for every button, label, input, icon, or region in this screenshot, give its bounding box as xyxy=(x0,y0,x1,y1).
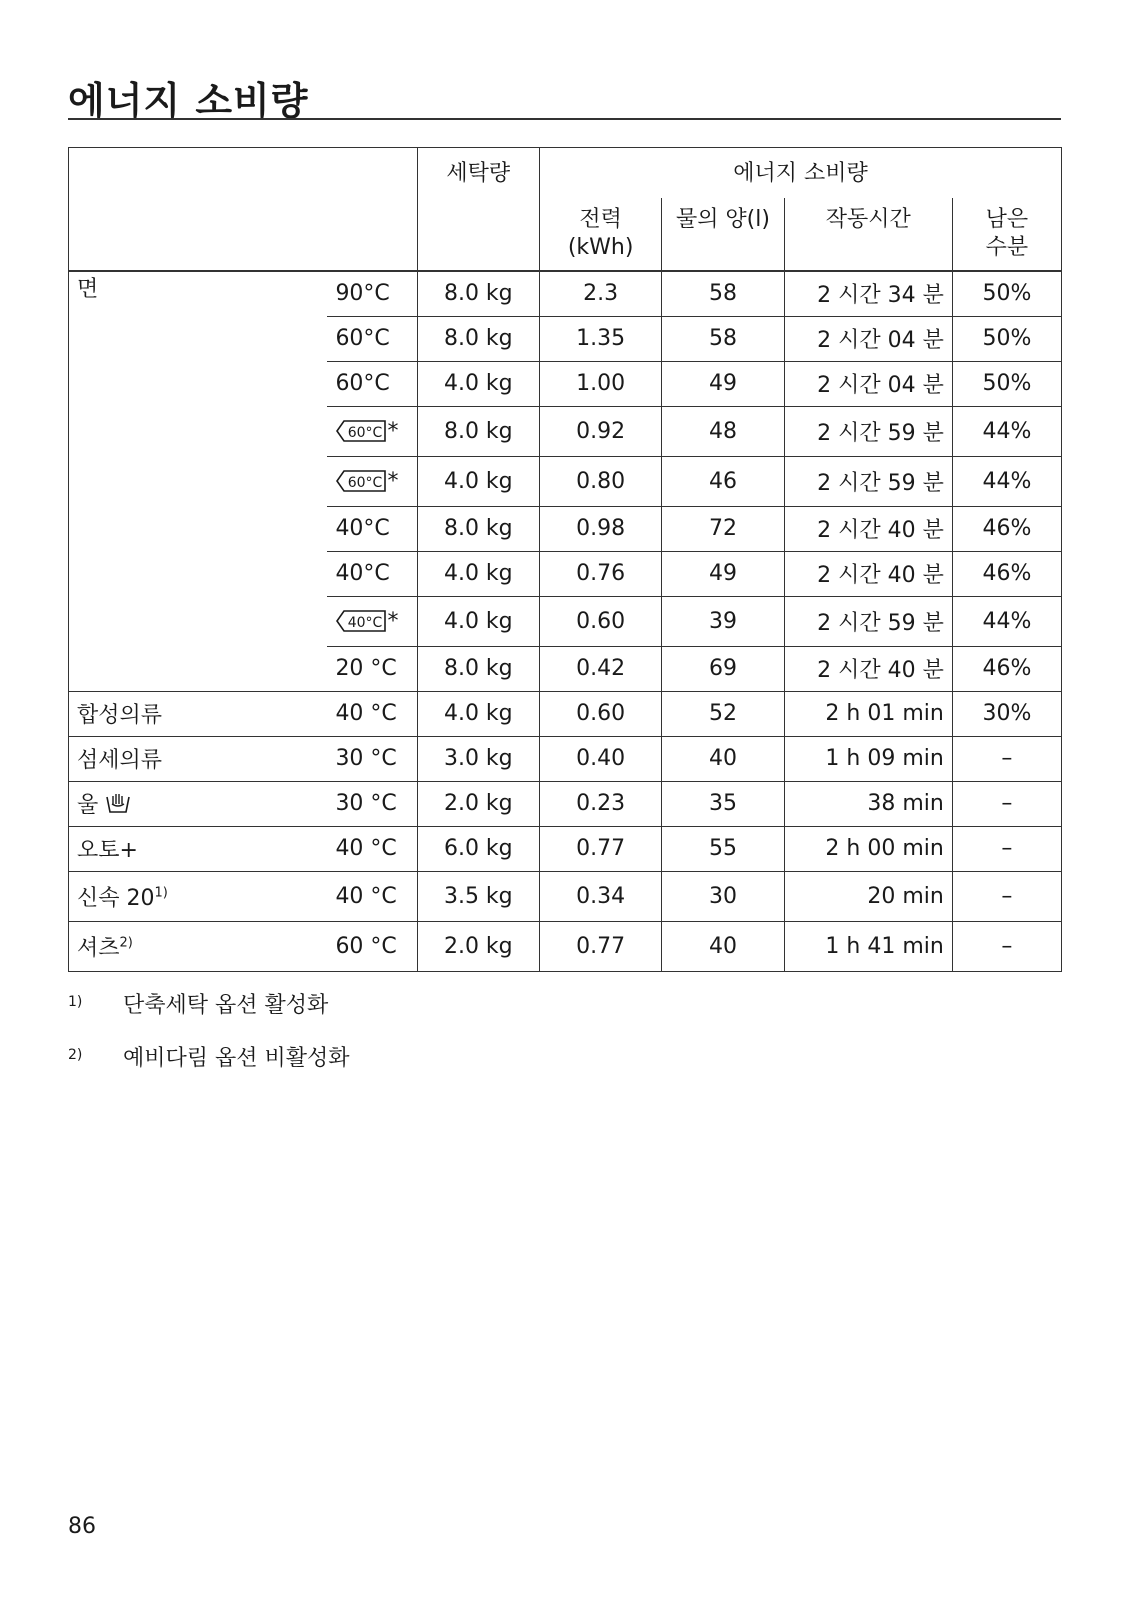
table-body xyxy=(69,271,1062,971)
energy-cell: 0.60 xyxy=(539,596,661,646)
temperature-cell: 60°C xyxy=(327,316,417,361)
svg-text:40°C: 40°C xyxy=(348,615,383,632)
duration-cell: 38 min xyxy=(784,781,952,826)
header-moisture xyxy=(952,198,1061,271)
temperature-cell: 30 °C xyxy=(327,736,417,781)
footnote-2 xyxy=(68,1041,350,1072)
load-cell: 4.0 kg xyxy=(417,691,539,736)
eco-temperature-icon xyxy=(335,419,387,443)
energy-cell: 0.60 xyxy=(539,691,661,736)
program-name xyxy=(69,921,328,971)
temperature-cell: 40 °C xyxy=(327,691,417,736)
water-cell: 49 xyxy=(662,361,784,406)
header-moisture-line1: 남은 xyxy=(985,207,1029,232)
water-cell: 39 xyxy=(662,596,784,646)
energy-cell: 0.77 xyxy=(539,921,661,971)
water-cell: 48 xyxy=(662,406,784,456)
eco-marker: * xyxy=(387,608,399,634)
duration-cell: 2 시간 40 분 xyxy=(784,551,952,596)
footnote-mark: 1) xyxy=(68,994,83,1010)
header-power-unit: (kWh) xyxy=(567,235,634,260)
moisture-cell: – xyxy=(952,781,1061,826)
water-cell: 52 xyxy=(662,691,784,736)
water-cell: 58 xyxy=(662,316,784,361)
energy-cell: 0.92 xyxy=(539,406,661,456)
header-power-label: 전력 xyxy=(579,207,622,232)
water-cell: 58 xyxy=(662,271,784,316)
load-cell: 8.0 kg xyxy=(417,316,539,361)
temperature-cell xyxy=(327,406,417,456)
water-cell: 40 xyxy=(662,921,784,971)
eco-temperature-icon xyxy=(335,609,387,633)
program-label: 셔츠 xyxy=(77,935,120,961)
program-name xyxy=(69,691,328,736)
temperature-cell xyxy=(327,456,417,506)
table-row xyxy=(69,736,1062,781)
svg-text:60°C: 60°C xyxy=(348,425,383,442)
temperature-cell xyxy=(327,596,417,646)
page-number: 86 xyxy=(68,1514,96,1539)
energy-cell: 1.35 xyxy=(539,316,661,361)
temperature-cell: 40 °C xyxy=(327,826,417,871)
duration-cell: 2 시간 40 분 xyxy=(784,506,952,551)
eco-marker: * xyxy=(387,468,399,494)
moisture-cell: 46% xyxy=(952,506,1061,551)
eco-marker: * xyxy=(387,418,399,444)
load-cell: 4.0 kg xyxy=(417,361,539,406)
moisture-cell: 50% xyxy=(952,316,1061,361)
load-cell: 8.0 kg xyxy=(417,646,539,691)
energy-cell: 1.00 xyxy=(539,361,661,406)
header-program-cell xyxy=(69,148,418,272)
duration-cell: 1 h 41 min xyxy=(784,921,952,971)
program-name xyxy=(69,826,328,871)
energy-cell: 0.42 xyxy=(539,646,661,691)
water-cell: 49 xyxy=(662,551,784,596)
table-row xyxy=(69,921,1062,971)
program-label: 섬세의류 xyxy=(77,748,163,773)
load-cell: 4.0 kg xyxy=(417,551,539,596)
table-row xyxy=(69,871,1062,921)
moisture-cell: 44% xyxy=(952,456,1061,506)
energy-cell: 0.77 xyxy=(539,826,661,871)
water-cell: 30 xyxy=(662,871,784,921)
water-cell: 69 xyxy=(662,646,784,691)
temperature-cell: 40°C xyxy=(327,506,417,551)
svg-text:60°C: 60°C xyxy=(348,475,383,492)
duration-cell: 2 시간 59 분 xyxy=(784,596,952,646)
water-cell: 72 xyxy=(662,506,784,551)
footnote-ref: 1) xyxy=(154,885,168,901)
moisture-cell: 44% xyxy=(952,596,1061,646)
water-cell: 40 xyxy=(662,736,784,781)
temperature-cell: 40°C xyxy=(327,551,417,596)
footnote-1 xyxy=(68,988,328,1019)
header-power xyxy=(539,198,661,271)
footnote-mark: 2) xyxy=(68,1047,83,1063)
temperature-cell: 60°C xyxy=(327,361,417,406)
moisture-cell: 46% xyxy=(952,551,1061,596)
duration-cell: 2 h 00 min xyxy=(784,826,952,871)
load-cell: 2.0 kg xyxy=(417,921,539,971)
moisture-cell: – xyxy=(952,871,1061,921)
energy-cell: 0.76 xyxy=(539,551,661,596)
duration-cell: 2 시간 34 분 xyxy=(784,271,952,316)
footnote-text: 단축세탁 옵션 활성화 xyxy=(123,993,329,1018)
program-name xyxy=(69,871,328,921)
moisture-cell: 50% xyxy=(952,361,1061,406)
header-energy-group: 에너지 소비량 xyxy=(539,148,1061,199)
load-cell: 2.0 kg xyxy=(417,781,539,826)
duration-cell: 2 시간 59 분 xyxy=(784,456,952,506)
table-row xyxy=(69,271,1062,316)
load-cell: 3.0 kg xyxy=(417,736,539,781)
energy-cell: 2.3 xyxy=(539,271,661,316)
load-cell: 8.0 kg xyxy=(417,271,539,316)
duration-cell: 2 시간 59 분 xyxy=(784,406,952,456)
program-label: 울 xyxy=(77,793,99,818)
load-cell: 6.0 kg xyxy=(417,826,539,871)
table-row xyxy=(69,691,1062,736)
program-name xyxy=(69,781,328,826)
program-cotton: 면 xyxy=(69,271,328,691)
duration-cell: 2 시간 04 분 xyxy=(784,316,952,361)
program-label: 합성의류 xyxy=(77,703,163,728)
duration-cell: 1 h 09 min xyxy=(784,736,952,781)
footnote-text: 예비다림 옵션 비활성화 xyxy=(123,1046,350,1071)
water-cell: 35 xyxy=(662,781,784,826)
duration-cell: 2 시간 40 분 xyxy=(784,646,952,691)
program-label: 오토+ xyxy=(77,838,138,863)
program-label: 신속 20 xyxy=(77,885,155,911)
energy-cell: 0.98 xyxy=(539,506,661,551)
energy-cell: 0.40 xyxy=(539,736,661,781)
load-cell: 8.0 kg xyxy=(417,406,539,456)
header-water: 물의 양(l) xyxy=(662,198,784,271)
page-title: 에너지 소비량 xyxy=(68,79,309,123)
title-divider xyxy=(68,118,1061,120)
load-cell: 4.0 kg xyxy=(417,456,539,506)
energy-cell: 0.23 xyxy=(539,781,661,826)
footnote-ref: 2) xyxy=(119,935,133,951)
temperature-cell: 60 °C xyxy=(327,921,417,971)
duration-cell: 2 h 01 min xyxy=(784,691,952,736)
load-cell: 4.0 kg xyxy=(417,596,539,646)
table-row xyxy=(69,826,1062,871)
energy-cell: 0.80 xyxy=(539,456,661,506)
energy-cell: 0.34 xyxy=(539,871,661,921)
duration-cell: 20 min xyxy=(784,871,952,921)
water-cell: 55 xyxy=(662,826,784,871)
temperature-cell: 20 °C xyxy=(327,646,417,691)
header-load: 세탁량 xyxy=(417,148,539,272)
table-row xyxy=(69,781,1062,826)
duration-cell: 2 시간 04 분 xyxy=(784,361,952,406)
moisture-cell: 46% xyxy=(952,646,1061,691)
moisture-cell: – xyxy=(952,921,1061,971)
moisture-cell: 50% xyxy=(952,271,1061,316)
moisture-cell: – xyxy=(952,826,1061,871)
temperature-cell: 30 °C xyxy=(327,781,417,826)
header-moisture-line2: 수분 xyxy=(985,235,1029,260)
moisture-cell: – xyxy=(952,736,1061,781)
load-cell: 8.0 kg xyxy=(417,506,539,551)
energy-consumption-table xyxy=(68,147,1062,972)
wool-handwash-icon xyxy=(105,792,131,814)
moisture-cell: 44% xyxy=(952,406,1061,456)
eco-temperature-icon xyxy=(335,469,387,493)
temperature-cell: 40 °C xyxy=(327,871,417,921)
temperature-cell: 90°C xyxy=(327,271,417,316)
moisture-cell: 30% xyxy=(952,691,1061,736)
header-duration: 작동시간 xyxy=(784,198,952,271)
load-cell: 3.5 kg xyxy=(417,871,539,921)
water-cell: 46 xyxy=(662,456,784,506)
program-name xyxy=(69,736,328,781)
